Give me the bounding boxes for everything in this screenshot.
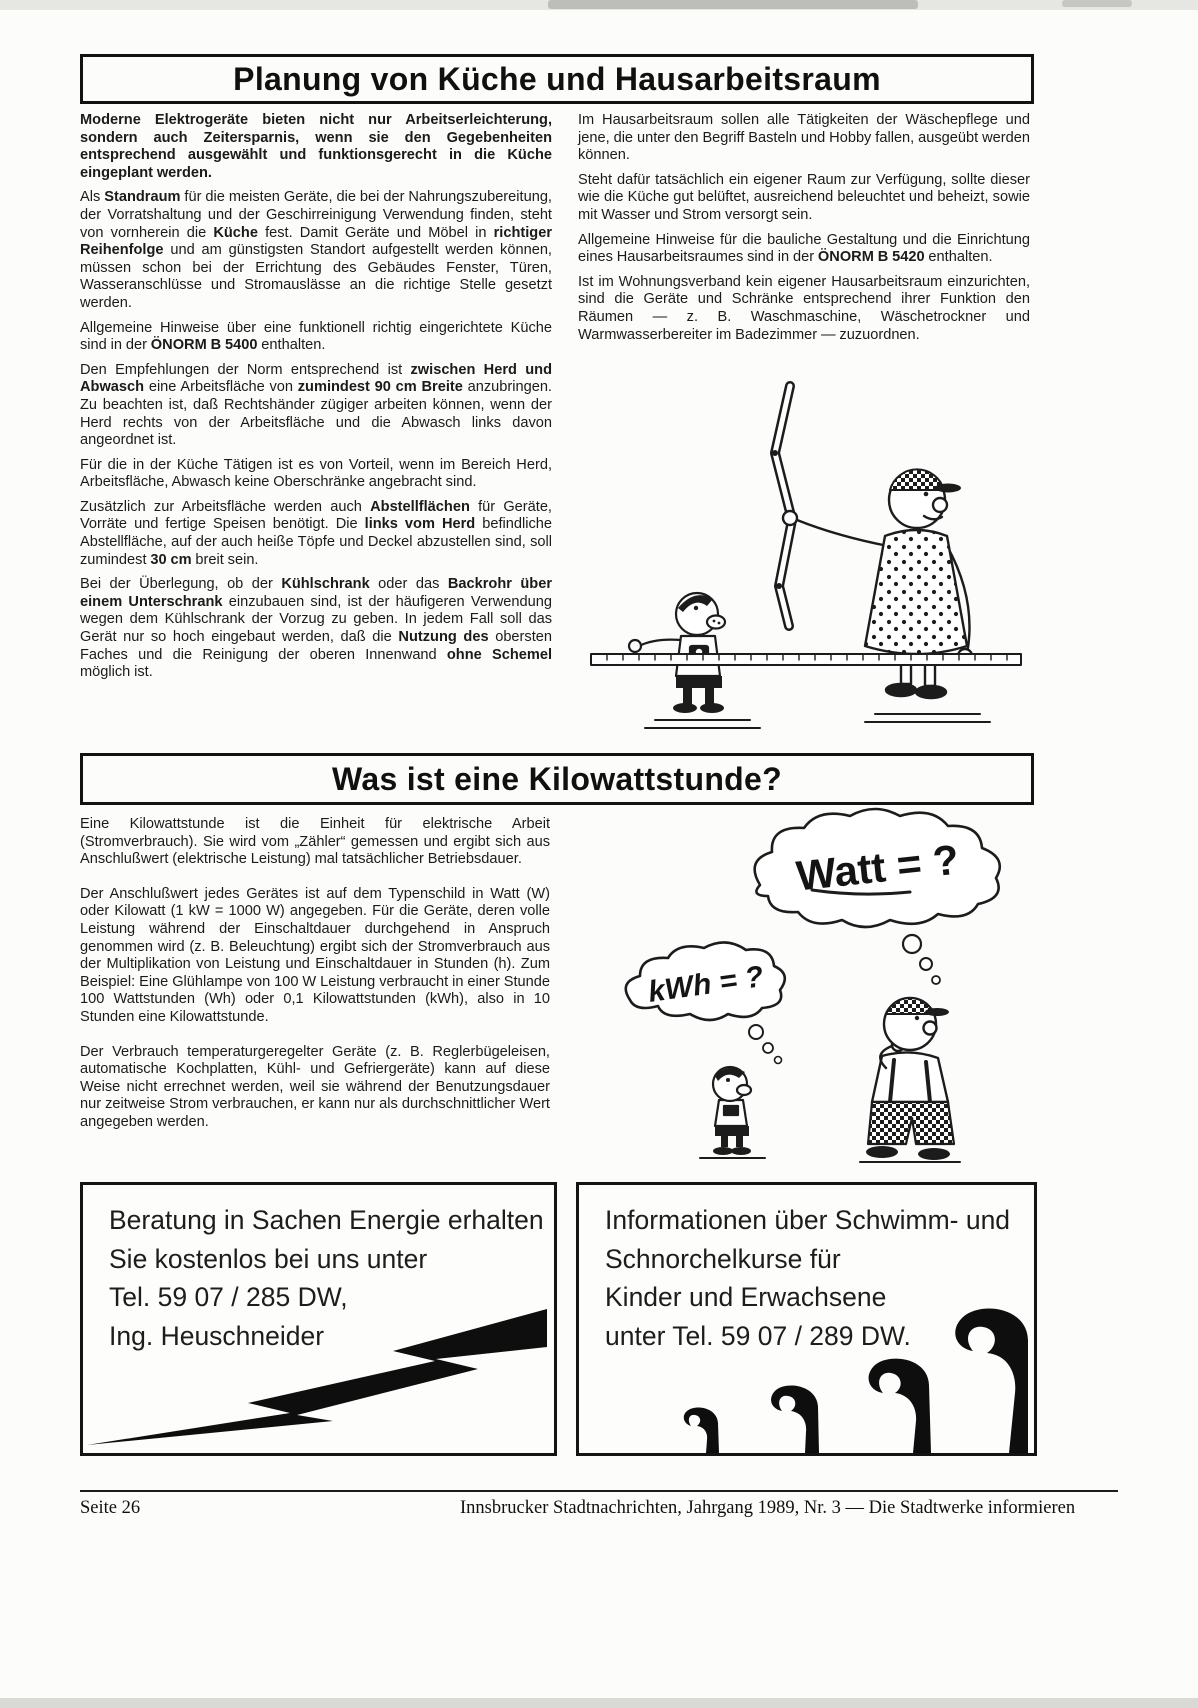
kid-figure: [713, 1067, 751, 1155]
kilowatt-cartoon-illustration: [560, 800, 1030, 1168]
paragraph: Der Verbrauch temperaturgeregelter Geräte (z. B. Reglerbügeleisen, automatische Kochplatten, Kühl- und Gefriergeräte) kann auf diese Weise nicht errechnet werden, weil sie während der Benutzungsdauer nur zeitweise Strom verbrauchen, er kann nur als durchschnittlicher Wert angegeben werden.: [80, 1043, 550, 1130]
ad-text-line: Beratung in Sachen Energie erhalten: [109, 1205, 544, 1235]
footer-page-number: Seite 26: [80, 1498, 141, 1518]
paragraph: Allgemeine Hinweise über eine funktionell richtig eingerichtete Küche sind in der ÖNORM B 5400 enthalten.: [80, 319, 552, 354]
paragraph: Moderne Elektrogeräte bieten nicht nur Arbeitserleichterung, sondern auch Zeitersparnis, wenn sie den Gegebenheiten entsprechend ausgewählt und funktionsgerecht in die Küche eingeplant werden.: [80, 112, 552, 181]
kwh-bubble-label: kWh = ?: [646, 960, 766, 1009]
article2-title: Was ist eine Kilowattstunde?: [332, 761, 782, 797]
paragraph: Steht dafür tatsächlich ein eigener Raum zur Verfügung, sollte dieser wie die Küche gut belüftet, ausreichend beleuchtet und beheizt, sowie mit Wasser und Strom versorgt sein.: [578, 171, 1030, 223]
ad-text-line: Informationen über Schwimm- und: [605, 1205, 1011, 1235]
article1-title: Planung von Küche und Hausarbeitsraum: [233, 61, 881, 97]
paragraph: Eine Kilowattstunde ist die Einheit für elektrische Arbeit (Stromverbrauch). Sie wird vom „Zähler“ gemessen und ergibt sich aus Anschlußwert (elektrische Leistung) mal tatsächlicher Betriebsdauer.: [80, 816, 550, 868]
watt-thought-bubble: [755, 809, 1000, 984]
ad-text-line: Schnorchelkurse für: [605, 1243, 841, 1274]
paragraph: Ist im Wohnungsverband kein eigener Hausarbeitsraum einzurichten, sind die Geräte und Schränke entsprechend ihrer Funktion den Räumen — z. B. Waschmaschine, Wäschetrockner und Warmwasserbereiter im Badezimmer — zuzuordnen.: [578, 273, 1030, 343]
article2-title-box: [80, 753, 1034, 805]
paragraph: Bei der Überlegung, ob der Kühlschrank oder das Backrohr über einem Unterschrank einzubauen sind, ist der häufigeren Verwendung wegen dem Kühlschrank der Vorzug zu geben. In jedem Fall soll das Gerät nur so hoch eingebaut werden, daß die Nutzung des obersten Faches und die Reinigung der oberen Innenwand ohne Schemel möglich ist.: [80, 576, 553, 681]
ad-text-line: Ing. Heuschneider: [109, 1320, 325, 1351]
paragraph: Den Empfehlungen der Norm entsprechend ist zwischen Herd und Abwasch eine Arbeitsfläche von zumindest 90 cm Breite anzubringen. Zu beachten ist, daß Rechtshänder zügiger arbeiten können, wenn der Herd rechts von der Arbeitsfläche und die Abwasch links davon angeordnet ist.: [80, 361, 552, 449]
scan-smudge: [548, 0, 918, 9]
watt-bubble-label: Watt = ?: [794, 835, 962, 900]
paragraph: Im Hausarbeitsraum sollen alle Tätigkeiten der Wäschepflege und jene, die unter den Begriff Basteln und Hobby fallen, ausgeübt werden können.: [578, 112, 1030, 164]
article1-title-box: [80, 54, 1034, 104]
scan-smudge: [1062, 0, 1132, 7]
lightning-bolt-graphic: [83, 1303, 548, 1453]
paragraph: Zusätzlich zur Arbeitsfläche werden auch Abstellflächen für Geräte, Vorräte und fertige Speisen benötigt. Die links vom Herd befindliche Abstellfläche, auf der auch heiße Töpfe und Deckel abzustellen sind, soll zumindest 30 cm breit sein.: [80, 498, 552, 568]
paragraph: Allgemeine Hinweise für die bauliche Gestaltung und die Einrichtung eines Hausarbeitsraumes sind in der ÖNORM B 5420 enthalten.: [578, 231, 1030, 266]
article1-right-column: [578, 112, 1030, 351]
paragraph: Als Standraum für die meisten Geräte, die bei der Nahrungszubereitung, der Vorratshaltung und der Geschirreinigung Verwendung finden, steht von vornherein die Küche fest. Damit Geräte und Möbel in richtiger Reihenfolge und am günstigsten Standort aufgestellt werden können, müssen schon bei der Errichtung des Gebäudes Fenster, Türen, Wasseranschlüsse und Stromauslässe an die richtige Stelle gesetzt werden.: [80, 189, 552, 311]
measuring-tape: [591, 654, 1021, 665]
paragraph: Der Anschlußwert jedes Gerätes ist auf dem Typenschild in Watt (W) oder Kilowatt (1 kW = 1000 W) angegeben. Für die Geräte, deren volle Leistung während der Einschaltdauer durchgehend in Anspruch genommen wird (z. B. Beleuchtung) ergibt sich der Stromverbrauch aus der Multiplikation von Leistung und Einschaltdauer in Stunden (h). Zum Beispiel: Eine Glühlampe von 100 W Leistung verbraucht in einer Stunde 100 Wattstunden (Wh) oder 0,1 Kilowattstunden (kWh), also in 10 Stunden eine Kilowattstunde.: [80, 885, 550, 1025]
ad-text-line: Tel. 59 07 / 285 DW,: [109, 1282, 348, 1312]
kwh-thought-bubble: [626, 942, 785, 1063]
thinking-man-figure: [866, 998, 954, 1160]
article1-left-column: [80, 112, 552, 689]
folding-ruler: [772, 386, 795, 626]
paragraph: Für die in der Küche Tätigen ist es von Vorteil, wenn im Bereich Herd, Arbeitsfläche, Abwasch keine Oberschränke angebracht sind.: [80, 456, 552, 491]
ad-text-line: Sie kostenlos bei uns unter: [109, 1243, 428, 1274]
footer-journal-line: Innsbrucker Stadtnachrichten, Jahrgang 1989, Nr. 3 — Die Stadtwerke informieren: [460, 1498, 1076, 1518]
waves-graphic: [579, 1301, 1028, 1453]
ground-lines: [645, 714, 990, 728]
ad-text-line: Kinder und Erwachsene: [605, 1282, 887, 1312]
ground-lines: [700, 1158, 960, 1162]
measuring-cartoon-illustration: [585, 378, 1030, 740]
energy-ad-box: [80, 1182, 557, 1456]
scan-edge-bottom: [0, 1698, 1198, 1708]
article2-column: [80, 816, 550, 1149]
swim-ad-box: [576, 1182, 1037, 1456]
ad-text-line: unter Tel. 59 07 / 289 DW.: [605, 1320, 911, 1351]
footer-rule: [80, 1490, 1118, 1492]
